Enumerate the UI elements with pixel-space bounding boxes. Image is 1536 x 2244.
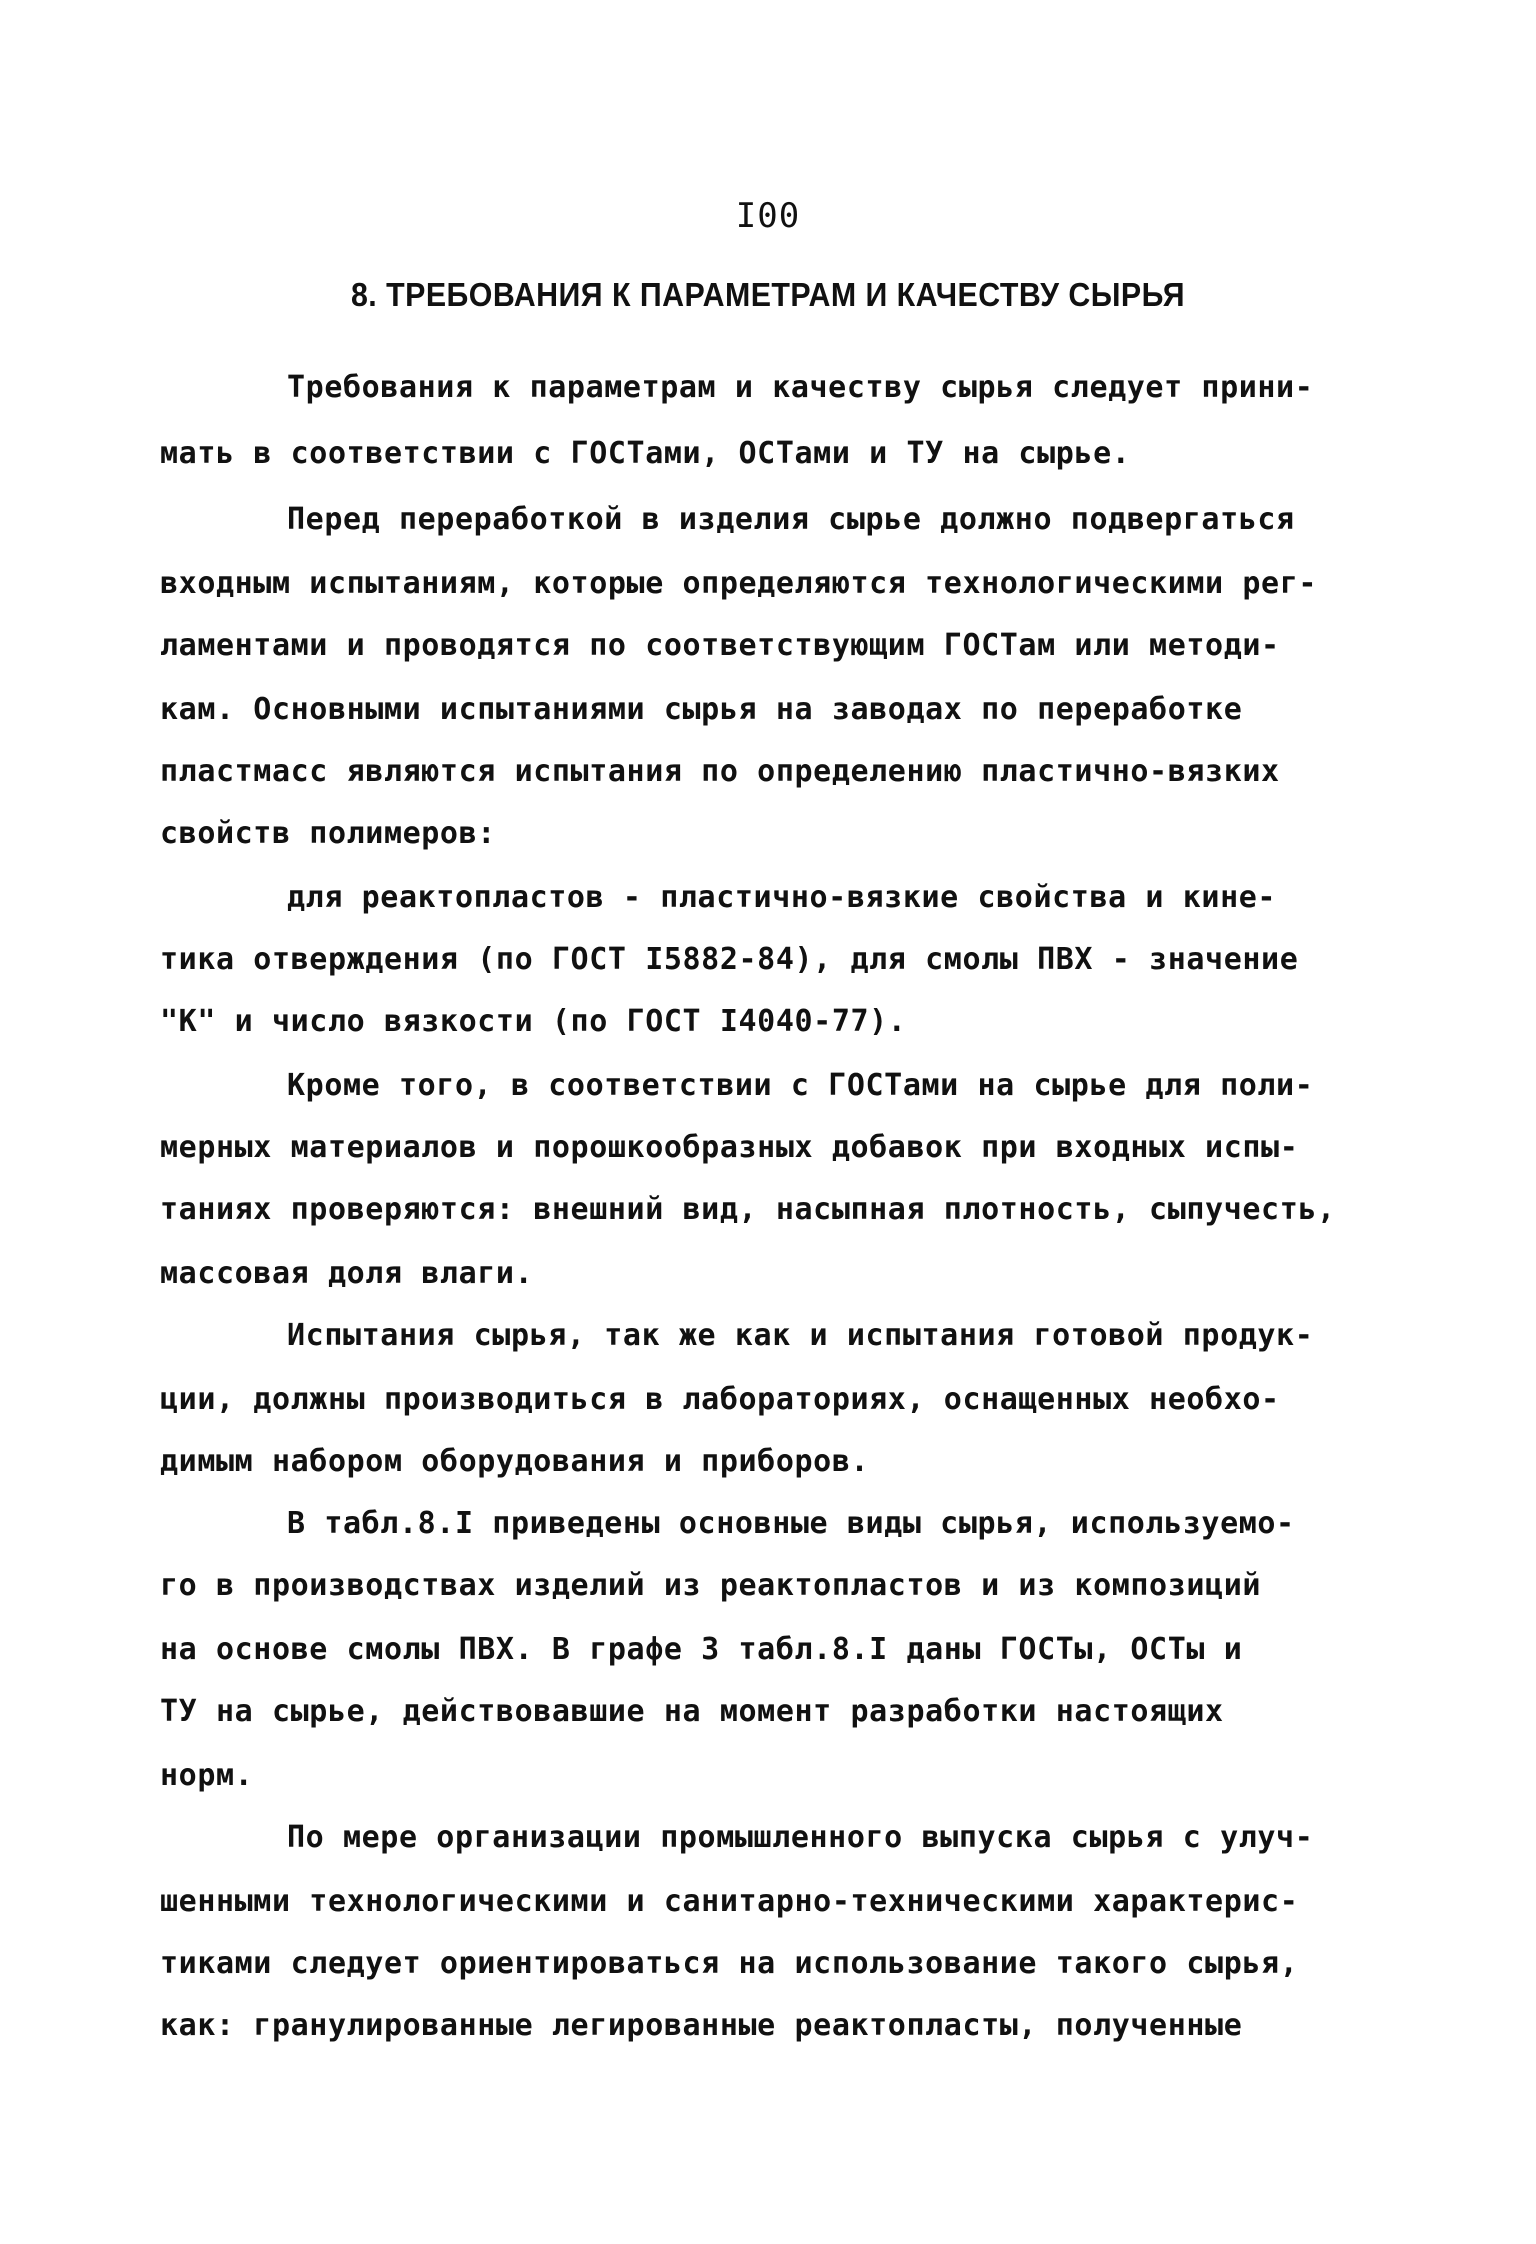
text-line: для реактопластов - пластично-вязкие свойства и кине- bbox=[287, 880, 1277, 915]
text-line: массовая доля влаги. bbox=[160, 1256, 534, 1291]
text-line: тика отверждения (по ГОСТ I5882-84), для смолы ПВХ - значение bbox=[160, 942, 1299, 977]
text-line: ламентами и проводятся по соответствующим ГОСТам или методи- bbox=[160, 628, 1280, 663]
text-line: мерных материалов и порошкообразных добавок при входных испы- bbox=[160, 1130, 1299, 1165]
text-line: кам. Основными испытаниями сырья на заводах по переработке bbox=[160, 692, 1243, 727]
text-line: шенными технологическими и санитарно-техническими характерис- bbox=[160, 1884, 1299, 1919]
text-line: как: гранулированные легированные реактопласты, полученные bbox=[160, 2008, 1243, 2043]
text-line: на основе смолы ПВХ. В графе 3 табл.8.I даны ГОСТы, ОСТы и bbox=[160, 1632, 1243, 1667]
text-line: По мере организации промышленного выпуска сырья с улуч- bbox=[287, 1820, 1314, 1855]
text-line: димым набором оборудования и приборов. bbox=[160, 1444, 870, 1479]
text-line: входным испытаниям, которые определяются технологическими рег- bbox=[160, 566, 1318, 601]
text-line: тиками следует ориентироваться на использование такого сырья, bbox=[160, 1946, 1299, 1981]
section-title: 8. ТРЕБОВАНИЯ К ПАРАМЕТРАМ И КАЧЕСТВУ СЫРЬЯ bbox=[350, 276, 1186, 313]
text-line: норм. bbox=[160, 1758, 254, 1793]
text-line: Перед переработкой в изделия сырье должно подвергаться bbox=[287, 502, 1295, 537]
text-line: ТУ на сырье, действовавшие на момент разработки настоящих bbox=[160, 1694, 1224, 1729]
text-line: го в производствах изделий из реактопластов и из композиций bbox=[160, 1568, 1262, 1603]
text-line: Требования к параметрам и качеству сырья следует прини- bbox=[287, 370, 1314, 405]
text-line: Кроме того, в соответствии с ГОСТами на сырье для поли- bbox=[287, 1068, 1314, 1103]
text-line: пластмасс являются испытания по определению пластично-вязких bbox=[160, 754, 1280, 789]
text-line: В табл.8.I приведены основные виды сырья, используемо- bbox=[287, 1506, 1295, 1541]
text-line: мать в соответствии с ГОСТами, ОСТами и ТУ на сырье. bbox=[160, 436, 1131, 471]
text-line: таниях проверяются: внешний вид, насыпная плотность, сыпучесть, bbox=[160, 1192, 1336, 1227]
page-number: I00 bbox=[735, 196, 801, 236]
text-line: "К" и число вязкости (по ГОСТ I4040-77). bbox=[160, 1004, 907, 1039]
text-line: ции, должны производиться в лабораториях, оснащенных необхо- bbox=[160, 1382, 1280, 1417]
text-line: свойств полимеров: bbox=[160, 816, 496, 851]
text-line: Испытания сырья, так же как и испытания готовой продук- bbox=[287, 1318, 1314, 1353]
